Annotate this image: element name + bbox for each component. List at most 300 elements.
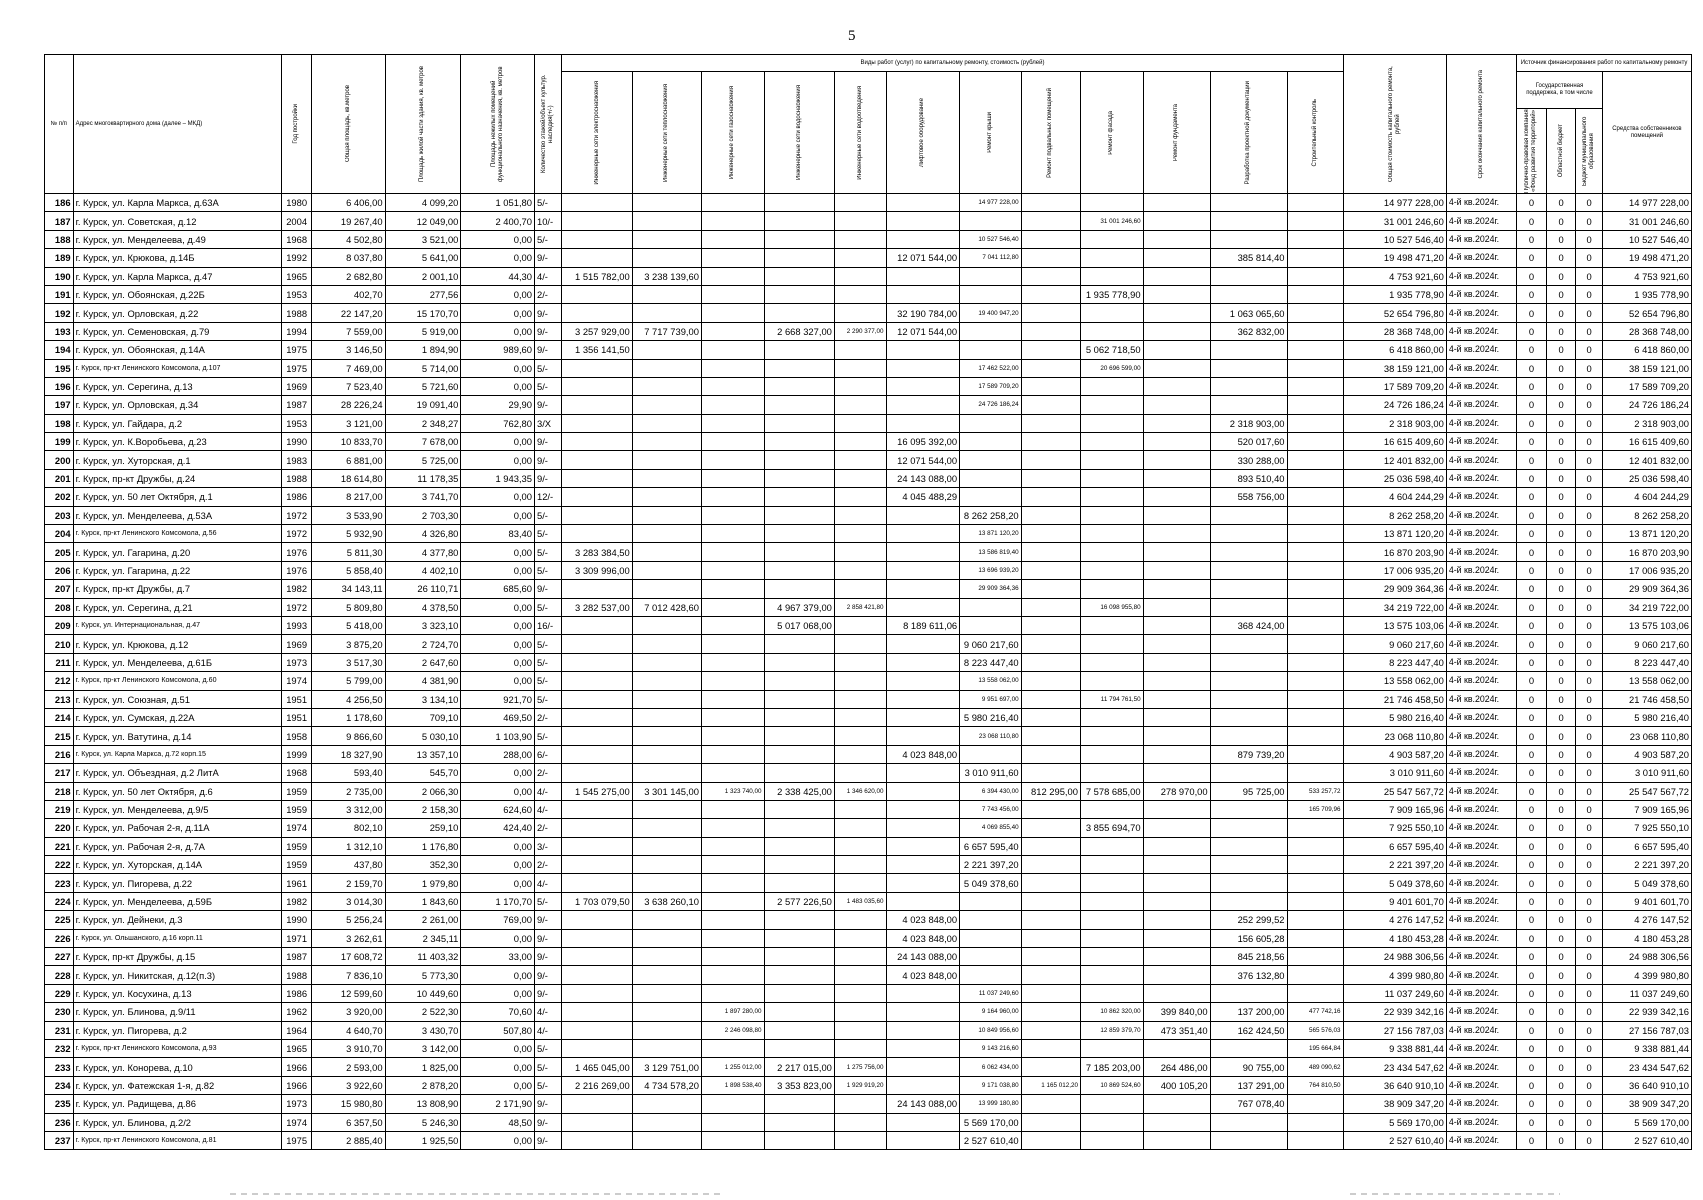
cell-year: 1999: [282, 745, 312, 763]
cell-total-area: 6 881,00: [311, 451, 385, 469]
cell-living-area: 26 110,71: [385, 580, 461, 598]
cell-term: 4-й кв.2024г.: [1446, 653, 1516, 671]
cell-total-area: 3 262,61: [311, 929, 385, 947]
cell-lift: [886, 194, 960, 212]
cell-facade: [1080, 414, 1143, 432]
cell-facade: [1080, 525, 1143, 543]
cell-address: г. Курск, пр-кт Ленинского Комсомола, д.56: [73, 525, 282, 543]
cell-total-area: 17 608,72: [311, 948, 385, 966]
cell-term: 4-й кв.2024г.: [1446, 359, 1516, 377]
header-gas-text: Инженерные сети газоснабжения: [729, 85, 736, 180]
cell-floors: 5/-: [534, 1058, 561, 1076]
cell-facade: [1080, 1131, 1143, 1149]
cell-total-cost: 19 498 471,20: [1343, 249, 1446, 267]
cell-control: [1287, 451, 1343, 469]
cell-water: [764, 396, 834, 414]
cell-year: 1994: [282, 322, 312, 340]
header-term: [1446, 55, 1516, 194]
cell-lift: [886, 782, 960, 800]
table-row: [45, 653, 1692, 671]
cell-control: [1287, 304, 1343, 322]
cell-regional: 0: [1546, 212, 1576, 230]
cell-facade: 10 869 524,60: [1080, 1076, 1143, 1094]
cell-fund: 0: [1517, 819, 1547, 837]
cell-owners: 22 939 342,16: [1602, 1003, 1691, 1021]
cell-design: 2 318 903,00: [1210, 414, 1287, 432]
cell-control: [1287, 745, 1343, 763]
cell-owners: 2 318 903,00: [1602, 414, 1691, 432]
cell-gas: [701, 194, 764, 212]
cell-total-cost: 22 939 342,16: [1343, 1003, 1446, 1021]
cell-total-cost: 2 527 610,40: [1343, 1131, 1446, 1149]
cell-nonres-area: 0,00: [461, 543, 535, 561]
cell-total-area: 8 217,00: [311, 488, 385, 506]
cell-total-cost: 12 401 832,00: [1343, 451, 1446, 469]
cell-total-cost: 10 527 546,40: [1343, 230, 1446, 248]
cell-address: г. Курск, ул. Карла Маркса, д.72 корп.15: [73, 745, 282, 763]
cell-living-area: 1 843,60: [385, 892, 461, 910]
cell-foundation: [1143, 194, 1210, 212]
cell-term: 4-й кв.2024г.: [1446, 727, 1516, 745]
cell-sewer: 1 483 035,60: [834, 892, 886, 910]
cell-owners: 13 558 062,00: [1602, 672, 1691, 690]
cell-municipal: 0: [1576, 322, 1602, 340]
header-control: [1287, 72, 1343, 194]
cell-floors: 12/-: [534, 488, 561, 506]
cell-municipal: 0: [1576, 1113, 1602, 1131]
cell-control: [1287, 635, 1343, 653]
cell-address: г. Курск, ул. 50 лет Октября, д.6: [73, 782, 282, 800]
cell-facade: [1080, 984, 1143, 1002]
cell-foundation: [1143, 727, 1210, 745]
cell-row-number: 216: [45, 745, 74, 763]
cell-design: [1210, 506, 1287, 524]
header-total-area-text: Общая площадь, кв.метров: [344, 85, 351, 163]
table-row: [45, 249, 1692, 267]
scan-bottom-edge: [0, 1188, 1703, 1200]
cell-nonres-area: 0,00: [461, 230, 535, 248]
cell-heat: [632, 1021, 701, 1039]
cell-roof: 13 999 180,80: [960, 1095, 1022, 1113]
cell-municipal: 0: [1576, 856, 1602, 874]
cell-electro: [562, 672, 632, 690]
table-row: [45, 580, 1692, 598]
cell-water: [764, 212, 834, 230]
cell-regional: 0: [1546, 856, 1576, 874]
cell-term: 4-й кв.2024г.: [1446, 856, 1516, 874]
cell-basement: [1021, 506, 1080, 524]
cell-design: [1210, 267, 1287, 285]
cell-control: [1287, 322, 1343, 340]
header-control-text: Строительный контроль: [1311, 98, 1318, 167]
header-water-text: Инженерные сети водоснабжения: [795, 85, 802, 180]
cell-fund: 0: [1517, 690, 1547, 708]
cell-basement: [1021, 341, 1080, 359]
cell-year: 1976: [282, 543, 312, 561]
cell-total-area: 1 312,10: [311, 837, 385, 855]
cell-owners: 2 221 397,20: [1602, 856, 1691, 874]
cell-water: [764, 1039, 834, 1057]
cell-basement: [1021, 948, 1080, 966]
cell-gas: [701, 230, 764, 248]
cell-design: [1210, 984, 1287, 1002]
cell-foundation: 400 105,20: [1143, 1076, 1210, 1094]
cell-municipal: 0: [1576, 341, 1602, 359]
cell-living-area: 12 049,00: [385, 212, 461, 230]
cell-sewer: [834, 230, 886, 248]
cell-heat: [632, 708, 701, 726]
cell-fund: 0: [1517, 267, 1547, 285]
cell-water: [764, 672, 834, 690]
cell-address: г. Курск, ул. Карла Маркса, д.47: [73, 267, 282, 285]
cell-regional: 0: [1546, 635, 1576, 653]
cell-year: 1972: [282, 598, 312, 616]
cell-row-number: 205: [45, 543, 74, 561]
cell-gas: [701, 543, 764, 561]
cell-total-cost: 38 909 347,20: [1343, 1095, 1446, 1113]
table-row: [45, 911, 1692, 929]
cell-foundation: [1143, 304, 1210, 322]
cell-sewer: [834, 966, 886, 984]
cell-heat: [632, 212, 701, 230]
cell-lift: [886, 1131, 960, 1149]
cell-fund: 0: [1517, 1039, 1547, 1057]
table-row: [45, 635, 1692, 653]
cell-fund: 0: [1517, 892, 1547, 910]
cell-fund: 0: [1517, 1076, 1547, 1094]
header-year: [282, 55, 312, 194]
cell-row-number: 197: [45, 396, 74, 414]
cell-living-area: 2 522,30: [385, 1003, 461, 1021]
cell-sewer: [834, 341, 886, 359]
cell-water: [764, 580, 834, 598]
header-heat-text: Инженерные сети теплоснабжения: [663, 83, 670, 182]
table-row: [45, 874, 1692, 892]
cell-municipal: 0: [1576, 543, 1602, 561]
cell-nonres-area: 83,40: [461, 525, 535, 543]
cell-owners: 9 060 217,60: [1602, 635, 1691, 653]
cell-gas: 1 255 012,00: [701, 1058, 764, 1076]
table-row: [45, 285, 1692, 303]
cell-sewer: [834, 745, 886, 763]
cell-regional: 0: [1546, 1131, 1576, 1149]
header-foundation-text: Ремонт фундамента: [1173, 103, 1180, 162]
cell-total-area: 18 614,80: [311, 469, 385, 487]
cell-sewer: [834, 929, 886, 947]
cell-electro: [562, 984, 632, 1002]
cell-floors: 5/-: [534, 230, 561, 248]
cell-design: [1210, 377, 1287, 395]
cell-water: 4 967 379,00: [764, 598, 834, 616]
cell-heat: [632, 488, 701, 506]
cell-water: [764, 856, 834, 874]
cell-heat: [632, 1095, 701, 1113]
cell-municipal: 0: [1576, 1076, 1602, 1094]
cell-foundation: 278 970,00: [1143, 782, 1210, 800]
cell-row-number: 187: [45, 212, 74, 230]
cell-total-cost: 6 657 595,40: [1343, 837, 1446, 855]
cell-lift: 12 071 544,00: [886, 451, 960, 469]
cell-row-number: 221: [45, 837, 74, 855]
cell-gas: [701, 616, 764, 634]
cell-lift: [886, 856, 960, 874]
cell-design: [1210, 212, 1287, 230]
cell-municipal: 0: [1576, 635, 1602, 653]
cell-fund: 0: [1517, 1058, 1547, 1076]
cell-address: г. Курск, ул. Менделеева, д.9/5: [73, 800, 282, 818]
header-state-support: Государственная поддержка, в том числе: [1517, 72, 1603, 109]
cell-municipal: 0: [1576, 1058, 1602, 1076]
cell-living-area: 7 678,00: [385, 433, 461, 451]
cell-control: [1287, 672, 1343, 690]
cell-gas: [701, 598, 764, 616]
cell-basement: [1021, 819, 1080, 837]
cell-basement: [1021, 1003, 1080, 1021]
cell-total-area: 7 836,10: [311, 966, 385, 984]
cell-electro: [562, 525, 632, 543]
header-municipal: [1576, 109, 1602, 194]
cell-floors: 9/-: [534, 304, 561, 322]
cell-facade: [1080, 635, 1143, 653]
cell-nonres-area: 0,00: [461, 506, 535, 524]
cell-living-area: 5 641,00: [385, 249, 461, 267]
cell-water: [764, 543, 834, 561]
cell-foundation: [1143, 874, 1210, 892]
cell-total-area: 402,70: [311, 285, 385, 303]
cell-heat: [632, 285, 701, 303]
cell-living-area: 352,30: [385, 856, 461, 874]
cell-total-area: 593,40: [311, 764, 385, 782]
cell-floors: 2/-: [534, 856, 561, 874]
cell-year: 1988: [282, 469, 312, 487]
cell-total-area: 34 143,11: [311, 580, 385, 598]
cell-row-number: 219: [45, 800, 74, 818]
cell-owners: 16 615 409,60: [1602, 433, 1691, 451]
cell-nonres-area: 0,00: [461, 635, 535, 653]
cell-control: 533 257,72: [1287, 782, 1343, 800]
cell-facade: 31 001 246,60: [1080, 212, 1143, 230]
cell-total-cost: 4 276 147,52: [1343, 911, 1446, 929]
cell-foundation: [1143, 653, 1210, 671]
cell-address: г. Курск, ул. Хуторская, д.1: [73, 451, 282, 469]
cell-facade: [1080, 800, 1143, 818]
cell-basement: [1021, 433, 1080, 451]
cell-term: 4-й кв.2024г.: [1446, 635, 1516, 653]
cell-heat: [632, 874, 701, 892]
cell-owners: 16 870 203,90: [1602, 543, 1691, 561]
cell-owners: 36 640 910,10: [1602, 1076, 1691, 1094]
cell-municipal: 0: [1576, 745, 1602, 763]
header-heat: [632, 72, 701, 194]
cell-electro: [562, 580, 632, 598]
table-row: [45, 1003, 1692, 1021]
cell-regional: 0: [1546, 322, 1576, 340]
cell-row-number: 201: [45, 469, 74, 487]
cell-term: 4-й кв.2024г.: [1446, 800, 1516, 818]
cell-gas: [701, 396, 764, 414]
cell-electro: [562, 230, 632, 248]
cell-row-number: 193: [45, 322, 74, 340]
cell-roof: 9 164 960,00: [960, 1003, 1022, 1021]
cell-electro: [562, 377, 632, 395]
cell-floors: 9/-: [534, 249, 561, 267]
cell-sewer: [834, 212, 886, 230]
cell-regional: 0: [1546, 1095, 1576, 1113]
cell-sewer: [834, 304, 886, 322]
cell-regional: 0: [1546, 451, 1576, 469]
cell-owners: 1 935 778,90: [1602, 285, 1691, 303]
cell-heat: [632, 764, 701, 782]
cell-owners: 52 654 796,80: [1602, 304, 1691, 322]
cell-row-number: 215: [45, 727, 74, 745]
cell-total-cost: 2 318 903,00: [1343, 414, 1446, 432]
capital-repair-table: [44, 54, 1692, 1150]
cell-lift: [886, 672, 960, 690]
cell-municipal: 0: [1576, 764, 1602, 782]
cell-design: 1 063 065,60: [1210, 304, 1287, 322]
cell-foundation: [1143, 433, 1210, 451]
cell-heat: [632, 1131, 701, 1149]
cell-gas: [701, 874, 764, 892]
cell-row-number: 210: [45, 635, 74, 653]
cell-control: [1287, 984, 1343, 1002]
cell-control: 195 664,84: [1287, 1039, 1343, 1057]
cell-year: 1976: [282, 561, 312, 579]
cell-regional: 0: [1546, 966, 1576, 984]
cell-owners: 17 589 709,20: [1602, 377, 1691, 395]
cell-total-cost: 25 547 567,72: [1343, 782, 1446, 800]
cell-floors: 9/-: [534, 396, 561, 414]
table-row: [45, 414, 1692, 432]
cell-roof: 9 951 697,00: [960, 690, 1022, 708]
cell-year: 1982: [282, 580, 312, 598]
cell-roof: [960, 488, 1022, 506]
cell-nonres-area: 989,60: [461, 341, 535, 359]
cell-term: 4-й кв.2024г.: [1446, 616, 1516, 634]
cell-electro: [562, 506, 632, 524]
cell-lift: 4 023 848,00: [886, 745, 960, 763]
cell-water: [764, 1021, 834, 1039]
cell-water: [764, 194, 834, 212]
header-facade: [1080, 72, 1143, 194]
cell-floors: 10/-: [534, 212, 561, 230]
cell-municipal: 0: [1576, 194, 1602, 212]
cell-owners: 4 399 980,80: [1602, 966, 1691, 984]
cell-roof: [960, 966, 1022, 984]
cell-control: [1287, 598, 1343, 616]
cell-nonres-area: 1 051,80: [461, 194, 535, 212]
cell-total-area: 3 922,60: [311, 1076, 385, 1094]
cell-control: [1287, 433, 1343, 451]
cell-fund: 0: [1517, 433, 1547, 451]
cell-lift: 8 189 611,06: [886, 616, 960, 634]
cell-water: [764, 819, 834, 837]
cell-foundation: [1143, 359, 1210, 377]
cell-row-number: 226: [45, 929, 74, 947]
cell-floors: 5/-: [534, 598, 561, 616]
capital-repair-table-wrapper: [44, 54, 1692, 1150]
cell-year: 1971: [282, 929, 312, 947]
cell-nonres-area: 0,00: [461, 929, 535, 947]
cell-electro: [562, 414, 632, 432]
cell-control: 165 709,96: [1287, 800, 1343, 818]
cell-roof: 17 462 522,00: [960, 359, 1022, 377]
cell-owners: 4 180 453,28: [1602, 929, 1691, 947]
cell-regional: 0: [1546, 745, 1576, 763]
cell-control: [1287, 414, 1343, 432]
cell-year: 1966: [282, 1076, 312, 1094]
cell-address: г. Курск, ул. 50 лет Октября, д.1: [73, 488, 282, 506]
cell-sewer: [834, 359, 886, 377]
cell-regional: 0: [1546, 1021, 1576, 1039]
cell-sewer: [834, 285, 886, 303]
cell-total-area: 3 533,90: [311, 506, 385, 524]
cell-address: г. Курск, ул. Серегина, д.13: [73, 377, 282, 395]
header-funding-group: Источник финансирования работ по капитальному ремонту: [1517, 55, 1692, 72]
cell-living-area: 13 808,90: [385, 1095, 461, 1113]
cell-water: 2 577 226,50: [764, 892, 834, 910]
cell-facade: [1080, 451, 1143, 469]
cell-lift: [886, 561, 960, 579]
cell-fund: 0: [1517, 653, 1547, 671]
cell-facade: [1080, 396, 1143, 414]
cell-year: 1958: [282, 727, 312, 745]
cell-heat: [632, 837, 701, 855]
cell-owners: 31 001 246,60: [1602, 212, 1691, 230]
cell-sewer: [834, 1095, 886, 1113]
cell-basement: [1021, 377, 1080, 395]
cell-regional: 0: [1546, 488, 1576, 506]
cell-facade: [1080, 1113, 1143, 1131]
cell-fund: 0: [1517, 929, 1547, 947]
cell-year: 1986: [282, 984, 312, 1002]
cell-electro: [562, 837, 632, 855]
cell-foundation: 473 351,40: [1143, 1021, 1210, 1039]
cell-roof: 9 060 217,60: [960, 635, 1022, 653]
cell-address: г. Курск, ул. Конорева, д.10: [73, 1058, 282, 1076]
cell-row-number: 235: [45, 1095, 74, 1113]
cell-year: 1980: [282, 194, 312, 212]
cell-gas: [701, 727, 764, 745]
cell-municipal: 0: [1576, 469, 1602, 487]
cell-regional: 0: [1546, 911, 1576, 929]
cell-control: [1287, 506, 1343, 524]
cell-total-area: 2 885,40: [311, 1131, 385, 1149]
cell-address: г. Курск, ул. Пигорева, д.2: [73, 1021, 282, 1039]
cell-total-area: 1 178,60: [311, 708, 385, 726]
cell-year: 1990: [282, 433, 312, 451]
cell-facade: [1080, 892, 1143, 910]
cell-foundation: [1143, 488, 1210, 506]
cell-nonres-area: 769,00: [461, 911, 535, 929]
cell-municipal: 0: [1576, 800, 1602, 818]
cell-floors: 5/-: [534, 672, 561, 690]
cell-row-number: 194: [45, 341, 74, 359]
cell-foundation: [1143, 322, 1210, 340]
cell-heat: [632, 377, 701, 395]
cell-floors: 4/-: [534, 782, 561, 800]
cell-year: 1975: [282, 341, 312, 359]
cell-living-area: 11 178,35: [385, 469, 461, 487]
cell-foundation: [1143, 451, 1210, 469]
cell-facade: [1080, 580, 1143, 598]
cell-lift: [886, 525, 960, 543]
cell-total-cost: 17 589 709,20: [1343, 377, 1446, 395]
header-living-area-text: Площадь жилой части здания, кв. метров: [419, 65, 426, 183]
cell-nonres-area: 0,00: [461, 837, 535, 855]
cell-sewer: [834, 874, 886, 892]
cell-floors: 9/-: [534, 1095, 561, 1113]
